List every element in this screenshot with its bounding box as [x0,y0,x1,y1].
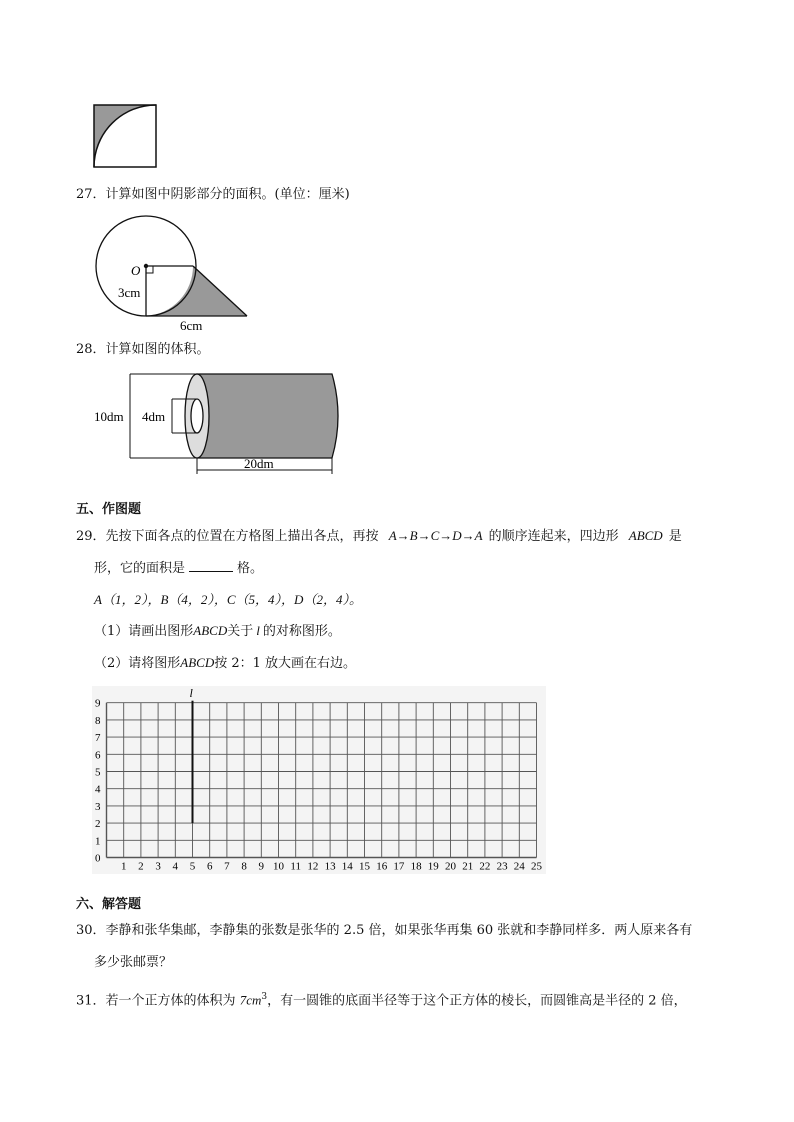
text: ，有一圆锥的底面半径等于这个正方体的棱长，而圆锥高是半径的 2 倍， [267,993,687,1009]
y-tick-label: 5 [95,766,101,779]
question-text: 计算如图中阴影部分的面积。(单位：厘米) [105,187,350,202]
y-tick-label: 8 [95,714,101,727]
y-tick-label: 4 [95,783,101,796]
y-tick-label: 7 [95,732,101,745]
x-tick-label: 7 [224,860,230,873]
question-number: 29． [76,529,106,544]
axis-l-label: l [189,686,193,700]
cylinder-body [197,374,338,458]
question-28 [76,341,210,359]
shaded-triangle [146,266,247,316]
circle-triangle-figure [90,212,260,334]
question-number: 27． [76,187,106,202]
volume-unit: cm [246,992,262,1008]
x-tick-label: 2 [138,860,144,873]
x-tick-label: 8 [241,860,247,873]
x-tick-label: 12 [307,860,319,873]
x-tick-label: 15 [359,860,370,873]
hollow-cylinder-figure [92,370,352,482]
text: （1）请画出图形 [94,624,194,639]
text: （2）请将图形 [94,656,181,671]
volume-value: 7 [239,992,247,1008]
x-tick-label: 21 [462,860,474,873]
question-29-sub1 [94,622,341,641]
label-outer: 10dm [94,409,124,424]
x-tick-label: 19 [427,860,439,873]
text: 是 [668,529,682,544]
shaded-region [94,105,156,167]
x-tick-label: 20 [445,860,456,873]
path-text: A→B→C→D→A [388,528,483,543]
y-tick-label: 1 [95,835,101,848]
text: 关于 [227,624,254,639]
label-radius: 3cm [118,285,141,300]
shape-name: ABCD [180,655,215,670]
question-31 [76,988,687,1010]
shape-name: ABCD [628,528,663,543]
text: 的对称图形。 [262,624,341,639]
question-number: 31． [76,993,106,1009]
coordinate-grid[interactable] [92,686,546,874]
x-tick-label: 16 [376,860,388,873]
x-tick-label: 4 [172,860,179,873]
question-text: 计算如图的体积。 [105,342,210,357]
question-29-sub2 [94,654,356,673]
text: 按 2：1 放大画在右边。 [214,656,357,671]
line-name: l [256,623,260,638]
question-29-line1 [76,527,682,546]
x-tick-label: 10 [273,860,284,873]
x-tick-label: 13 [324,860,336,873]
question-29-points: A（1，2），B（4，2），C（5，4），D（2，4）。 [94,592,362,607]
question-number: 30． [76,923,106,938]
exponent: 3 [261,992,268,1002]
x-tick-label: 11 [290,860,301,873]
text: 形，它的面积是 [94,561,186,576]
label-o: O [131,263,141,278]
text: 若一个正方体的体积为 [105,993,240,1009]
x-tick-label: 9 [258,860,265,873]
text: 格。 [237,561,264,576]
x-tick-label: 18 [410,860,422,873]
cylinder-hole [191,399,203,433]
question-30-line1 [76,922,692,940]
x-tick-label: 5 [189,860,196,873]
x-tick-label: 14 [341,860,353,873]
y-tick-label: 3 [95,800,101,813]
x-tick-label: 6 [206,860,213,873]
section-title: 五、作图题 [76,502,142,517]
x-tick-label: 3 [155,860,161,873]
question-27 [76,186,350,204]
y-tick-label: 6 [95,749,101,762]
square-quarter-circle-figure [92,103,158,169]
x-tick-label: 22 [479,860,491,873]
text: 李静和张华集邮，李静集的张数是张华的 2.5 倍，如果张华再集 60 张就和李静同样多．两人原来各有 [105,923,693,938]
label-inner: 4dm [142,409,166,424]
text: 的顺序连起来，四边形 [488,529,619,544]
question-number: 28． [76,342,106,357]
question-30-line2: 多少张邮票？ [94,955,173,970]
x-tick-label: 17 [393,860,405,873]
x-tick-label: 24 [513,860,525,873]
x-tick-label: 1 [120,860,127,873]
label-length: 20dm [244,456,274,471]
y-tick-label: 0 [95,852,101,865]
x-tick-label: 23 [496,860,508,873]
answer-blank[interactable] [189,559,233,572]
question-29-line2 [94,559,263,578]
shape-name: ABCD [193,623,228,638]
label-base: 6cm [180,318,203,333]
section-title: 六、解答题 [76,897,142,912]
y-tick-label: 2 [95,818,101,831]
y-tick-label: 9 [95,697,101,710]
x-tick-label: 25 [531,860,542,873]
text: 先按下面各点的位置在方格图上描出各点，再按 [105,529,379,544]
